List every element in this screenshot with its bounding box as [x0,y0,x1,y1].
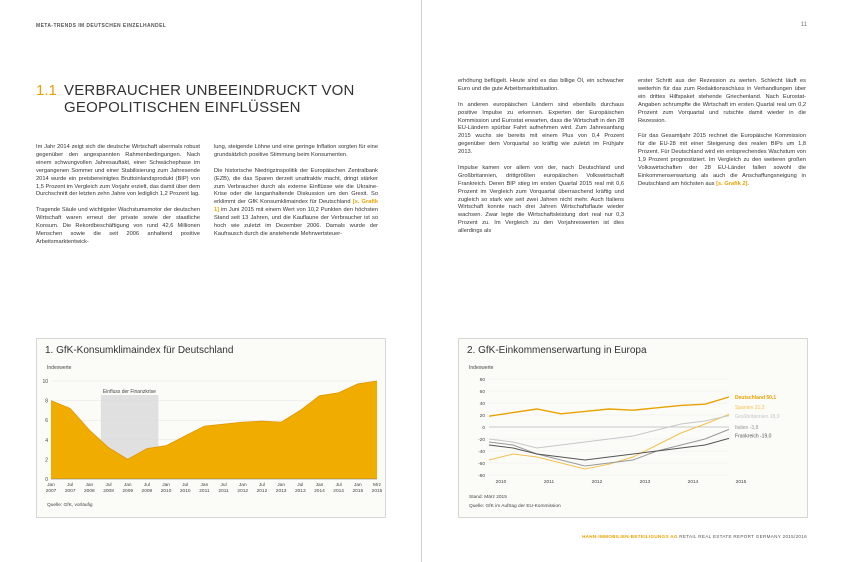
y-tick-label: 0 [45,477,48,483]
x-tick-label: 2015 [371,489,383,494]
running-head: META-TRENDS IM DEUTSCHEN EINZELHANDEL [36,23,167,29]
y-tick-label: 8 [45,398,48,405]
chart2-box [458,338,808,518]
y-tick-label: -60 [478,462,485,467]
y-tick-label: 10 [42,379,48,385]
section-number: 1.1 [36,82,57,99]
chart1-box [36,338,386,518]
x-tick-label: Jan [353,483,362,488]
page-footer [582,534,807,539]
line-series-deutschland [489,397,729,416]
paragraph: Tragende Säule und wichtigster Wachstumsmotor der deutschen Wirtschaft waren erneut der private sowie der staatliche Konsum. Die Rekordbeschäftigung von rund 42,6 Millionen Menschen sowie die seit 2006 anhaltend positive Arbeitsmarktentwick- [36,207,200,245]
x-tick-label: 2007 [45,489,57,494]
chart1-source: Quelle: GfK, vorläufig [47,503,93,508]
y-tick-label: 6 [45,418,48,425]
x-tick-label: 2014 [314,489,325,494]
line-series-italien [489,429,729,466]
series-label: Großbritannien 18,9 [735,414,780,421]
chart2-stand: Stand: März 2015 [469,495,507,500]
x-tick-label: Mrz [373,483,381,488]
series-label: Deutschland 50,1 [735,395,777,401]
chart1-unit: Indexwerte [47,365,72,371]
x-tick-label: 2014 [687,480,699,485]
left-column-2 [214,144,378,247]
y-tick-label: 2 [45,457,48,464]
chart1-title: 1. GfK-Konsumklimaindex für Deutschland [45,345,234,356]
paragraph: erhöhung beflügelt. Heute sind es das billige Öl, ein schwacher Euro und die gute Arbeitsmarktsituation. [458,78,624,92]
x-tick-label: 2007 [64,489,76,494]
x-tick-label: Jan [200,483,209,488]
y-tick-label: -40 [478,450,485,455]
x-tick-label: Jan [85,483,94,488]
x-tick-label: Jan [238,483,247,488]
paragraph: Impulse kamen vor allem von der, nach Deutschland und Großbritannien, drittgrößten europäischen Volkswirtschaft Frankreich. Deren BIP stieg im ersten Quartal 2015 real mit 0,6 Prozent im Vergleich zum Vorquartal überraschend kräftig und zugleich so stark wie seit zwei Jahren nicht mehr. Auch Italiens Wirtschaft konnte nach drei Jahren Wirtschaftsflaute wieder wachsen. Zwar legte die Wirtschaftsleistung dort real nur 0,3 Prozent zu. Im Vergleich zu den Vorjahreswerten ist dies allerdings als [458,164,624,235]
y-tick-label: -80 [478,474,485,479]
x-tick-label: 2011 [199,489,210,494]
x-tick-label: Jan [123,483,132,488]
x-tick-label: 2010 [160,489,172,494]
x-tick-label: 2015 [735,480,747,485]
x-tick-label: 2008 [84,489,95,494]
x-tick-label: Jul [143,483,150,488]
x-tick-label: Jul [220,483,227,488]
x-tick-label: 2010 [495,480,507,485]
series-label: Frankreich -19,0 [735,433,772,440]
x-tick-label: Jul [182,483,189,488]
x-tick-label: 2013 [294,489,306,494]
left-column-1 [36,144,200,255]
x-tick-label: 2015 [352,489,364,494]
chart2-title: 2. GfK-Einkommenserwartung in Europa [467,345,647,356]
x-tick-label: 2012 [256,489,268,494]
paragraph-text: Für das Gesamtjahr 2015 rechnet die Europäische Kommission für die EU-28 mit einer Steigerung des realen BIPs um 1,8 Prozent. Für Deutschland wird ein entsprechendes Wachstum von 1,9 Prozent prognostiziert. Im Vergleich zu den weiteren großen Volkswirtschaften der 28 EU-Länder fallen sowohl die Einkommenserwartung als auch die Anschaffungsneigung in Deutschland am höchsten aus [638,133,806,187]
page-number: 11 [800,22,807,28]
right-page [422,0,843,562]
x-tick-label: 2012 [237,489,249,494]
y-tick-label: 20 [479,414,485,419]
x-tick-label: Jul [297,483,304,488]
right-column-2 [638,78,806,197]
area-series-konsumklima [51,381,377,479]
x-tick-label: 2011 [218,489,229,494]
left-page [0,0,421,562]
paragraph: lung, steigende Löhne und eine geringe Inflation sorgten für eine grundsätzlich positive Stimmung beim Konsumenten. [214,144,378,158]
footer-brand: HAHN-IMMOBILIEN-BETEILIGUNGS AG [582,534,678,539]
footer-text: RETAIL REAL ESTATE REPORT GERMANY 2015/2016 [679,534,807,539]
x-tick-label: 2013 [639,480,651,485]
figure-reference-link[interactable]: [s. Grafik 2] [716,180,748,187]
x-tick-label: Jan [315,483,324,488]
chart2-source: Quelle: GfK im Auftrag der EU-Kommission [469,504,561,509]
paragraph-text: im Juni 2015 mit einem Wert von 10,2 Punkten den höchsten Stand seit 13 Jahren, und die Kauflaune der Verbraucher ist so hoch wie zuletzt im Dezember 2006. Damals wurde der Kaufrausch durch die anstehende Mehrwertsteuer- [214,207,378,237]
x-tick-label: Jul [105,483,112,488]
x-tick-label: 2013 [275,489,287,494]
y-tick-label: 0 [482,426,485,431]
paragraph [638,133,806,188]
x-tick-label: 2014 [333,489,344,494]
chart2-svg [459,367,807,497]
x-tick-label: 2012 [591,480,603,485]
paragraph: Im Jahr 2014 zeigt sich die deutsche Wirtschaft abermals robust gegenüber den angespannten Rahmenbedingungen. Nach einem schwungvollen Jahresauftakt, einer Schwächephase im vergangenen Sommer und einer Stabilisierung zum Jahresende 2014 wurde ein preisbereinigtes Bruttoinlandsprodukt (BIP) von 1,5 Prozent im Vergleich zum Vorjahr erzielt, das damit über dem Durchschnitt der letzten zehn Jahre von lediglich 1,2 Prozent lag. [36,144,200,198]
paragraph-text: Die historische Niedrigzinspolitik der Europäischen Zentralbank (EZB), die das Sparen derzeit unattraktiv macht, dringt stärker zum Verbraucher durch als externe Einflüsse wie die Ukraine-Krise oder die langanhaltende Diskussion um den Grexit. So erklimmt der GfK Konsumklimaindex für Deutschland [214,167,378,206]
y-tick-label: 40 [479,402,485,407]
chart1-svg [37,367,385,517]
x-tick-label: Jul [67,483,74,488]
x-tick-label: 2011 [543,480,555,485]
line-series-großbritannien [489,416,729,448]
x-tick-label: Jan [277,483,285,488]
y-tick-label: 80 [479,378,485,383]
paragraph-text: . [747,180,749,187]
right-column-1 [458,78,624,244]
y-tick-label: -20 [478,438,485,443]
paragraph: In anderen europäischen Ländern sind ebenfalls durchaus positive Impulse zu erkennen. Experten der Europäischen Kommission und Eurostat erwarten, dass die Wirtschaft in den 28 EU-Ländern spürbar Fahrt aufnehmen wird. Zum Jahresanfang 2015 wuchs sie bereits mit einem Plus von 0,4 Prozent gegenüber dem Vorquartal so kräftig wie zuletzt im Frühjahr 2013. [458,101,624,156]
x-tick-label: 2008 [103,489,114,494]
y-tick-label: 4 [45,437,48,444]
chart2-unit: Indexwerte [469,365,494,371]
x-tick-label: Jul [258,483,266,488]
paragraph [214,168,378,239]
x-tick-label: 2010 [179,489,191,494]
series-label: Spanien 21,2 [735,405,765,412]
annotation-label: Einfluss der Finanzkrise [102,389,156,395]
x-tick-label: Jan [162,483,170,488]
x-tick-label: Jul [335,483,342,488]
y-tick-label: 60 [479,390,485,395]
x-tick-label: 2009 [122,489,134,494]
paragraph: erster Schritt aus der Rezession zu werten. Schlecht läuft es weiterhin für das zum Redaktionsschluss in Verhandlungen über ein drittes Hilfspaket stehende Griechenland. Nach Eurostat-Angaben schrumpfte die Wirtschaft im ersten Quartal real um 0,2 Prozent zum Vorquartal und rutschte damit wieder in die Rezession. [638,78,806,124]
x-tick-label: 2009 [141,489,153,494]
x-tick-label: Jan [47,483,55,488]
figure-reference-link[interactable]: [s. Grafik 1] [214,199,378,214]
section-title: VERBRAUCHER UNBEEINDRUCKT VON GEOPOLITISCHEN EINFLÜSSEN [64,82,355,116]
series-label: Italien -3,8 [735,425,759,431]
